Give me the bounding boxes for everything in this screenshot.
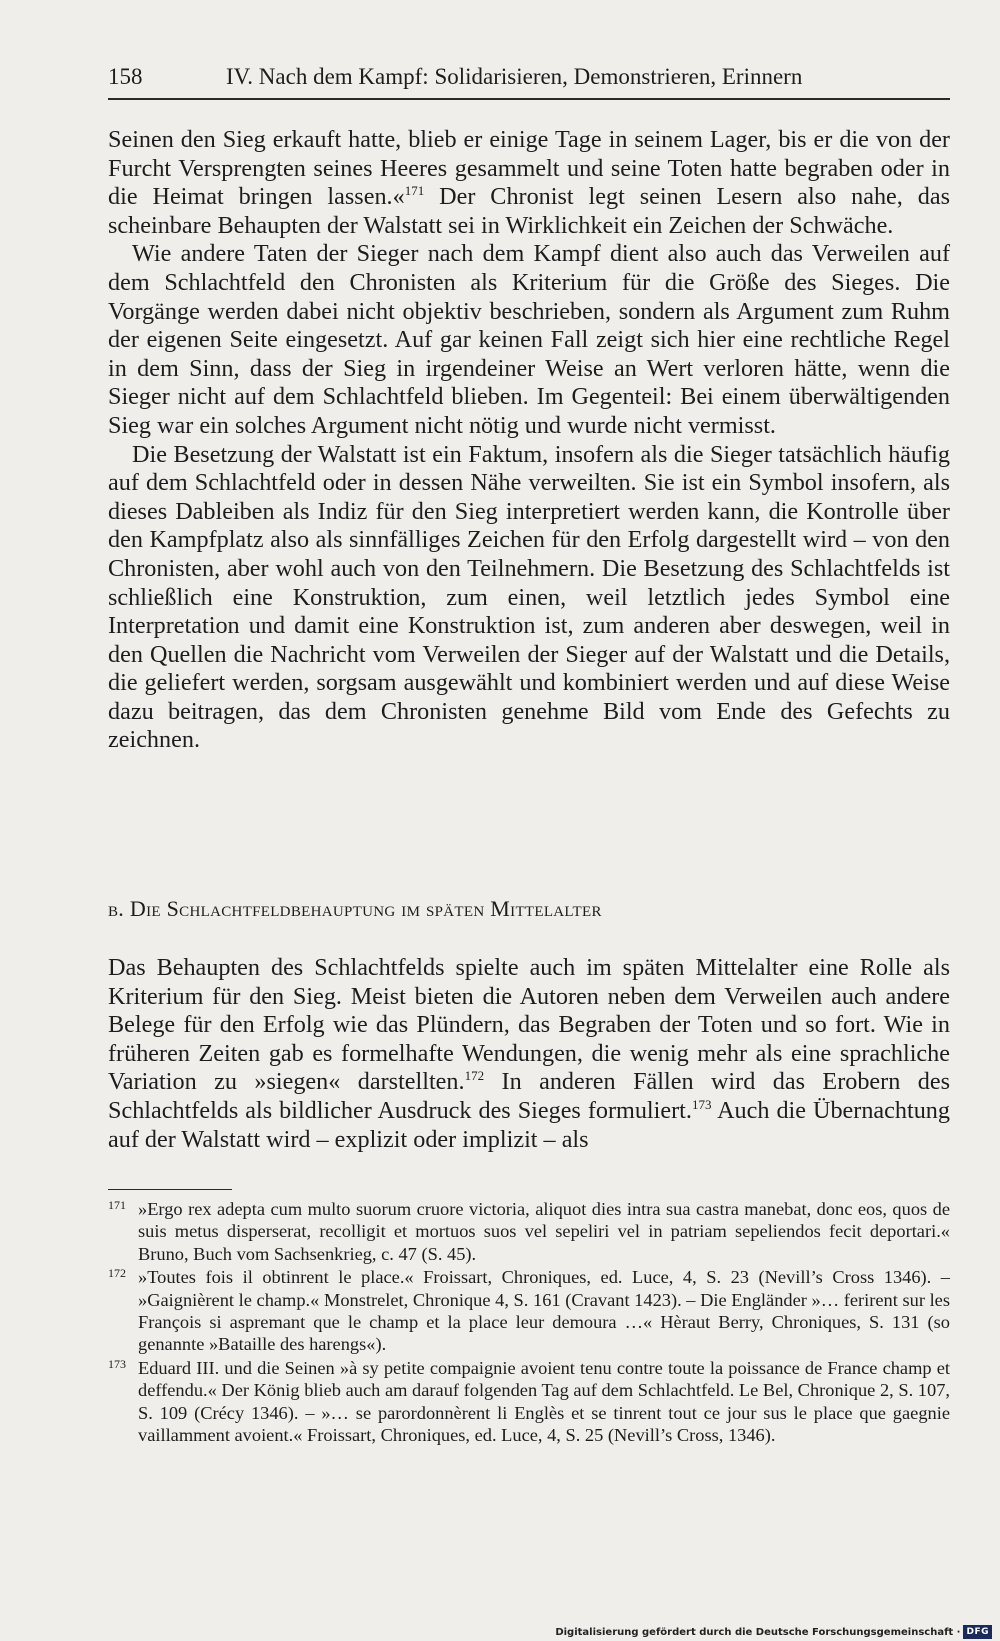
dfg-logo: DFG [963,1625,992,1639]
footnote-ref[interactable]: 171 [404,183,425,199]
footnote-rule [108,1189,232,1190]
paragraph: Die Besetzung der Walstatt ist ein Faktum, insofern als die Sieger tatsächlich häufig auf dem Schlachtfeld oder in dessen Nähe verweilten. Sie ist ein Symbol insofern, als dieses Dableiben als Indiz für den Sieg interpretiert werden kann, die Kontrolle über den Kampfplatz also als sinnfälliges Zeichen für den Erfolg dargestellt wird – von den Chronisten, aber wohl auch von den Teilnehmern. Die Besetzung des Schlachtfelds ist schließlich eine Konstruktion, zum einen, weil letztlich jedes Symbol eine Interpretation und damit eine Konstruktion ist, zum anderen aber deswegen, weil in den Quellen die Nachricht vom Verweilen der Sieger auf der Walstatt und die Details, die geliefert werden, sorgsam ausgewählt und kombiniert werden und auf diese Weise dazu beitragen, das dem Chronisten genehme Bild vom Ende des Gefechts zu zeichnen. [108,440,950,754]
digitization-footer [555,1625,992,1641]
section-heading: b. Die Schlachtfeldbehauptung im späten Mittelalter [108,896,602,921]
running-title: IV. Nach dem Kampf: Solidarisieren, Demonstrieren, Erinnern [226,64,803,89]
footnote-text: »Ergo rex adepta cum multo suorum cruore victoria, aliquot dies intra sua castra manebat, donc eos, quos de suis metus disperserat, recolligit et mortuos suos vel sepeliri vel in patriam sepeliendos fecit deportari.« Bruno, Buch vom Sachsenkrieg, c. 47 (S. 45). [138,1199,950,1264]
paragraph: Seinen den Sieg erkauft hatte, blieb er einige Tage in seinem Lager, bis er die von der Furcht Versprengten seines Heeres gesammelt und seine Toten hatte begraben oder in die Heimat bringen lassen.«$^{171}$ Der Chronist legt seinen Lesern also nahe, das scheinbare Behaupten der Walstatt sei in Wirklichkeit ein Zeichen der Schwäche. [108,126,950,239]
paragraph: Wie andere Taten der Sieger nach dem Kampf dient also auch das Verweilen auf dem Schlachtfeld den Chronisten als Kriterium für die Größe des Sieges. Die Vorgänge werden dabei nicht objektiv beschrieben, sondern als Argument zum Ruhm der eigenen Seite eingesetzt. Auf gar keinen Fall zeigt sich hier eine rechtliche Regel in dem Sinn, dass der Sieg in irgendeiner Weise an Wert verloren hätte, wenn die Sieger nicht auf dem Schlachtfeld blieben. Im Gegenteil: Bei einem überwältigenden Sieg war ein solches Argument nicht nötig und wurde nicht vermisst. [108,240,950,439]
page-number: 158 [108,64,143,89]
main-text-section-b [108,954,950,1154]
footnote-number: 173 [108,1356,126,1371]
footnote [108,1357,950,1447]
footnote-ref[interactable]: 172 [464,1068,485,1084]
header-rule [108,98,950,100]
running-header [108,62,950,94]
footnote-ref[interactable]: 173 [691,1096,712,1112]
footnote [108,1266,950,1356]
paragraph: Das Behaupten des Schlachtfelds spielte auch im späten Mittelalter eine Rolle als Kriterium für den Sieg. Meist bieten die Autoren neben dem Verweilen auch andere Belege für den Erfolg wie das Plündern, das Begraben der Toten und so fort. Wie in früheren Zeiten gab es formelhafte Wendungen, die wenig mehr als eine sprachliche Variation zu »siegen« darstellten.$^{172}$ In anderen Fällen wird das Erobern des Schlachtfelds als bildlicher Ausdruck des Sieges formuliert.$^{173}$ Auch die Übernachtung auf der Walstatt wird – explizit oder implizit – als [108,954,950,1153]
footnote [108,1198,950,1265]
footnote-number: 172 [108,1266,126,1281]
footnote-text: Eduard III. und die Seinen »à sy petite compaignie avoient tenu contre toute la poissance de France champ et deffendu.« Der König blieb auch am darauf folgenden Tag auf dem Schlachtfeld. Le Bel, Chronique 2, S. 107, S. 109 (Crécy 1346). – »… se parordonnèrent li Englès et se tinrent tout ce jour sus le place que gaegnie vaillamment avoient.« Froissart, Chroniques, ed. Luce, 4, S. 25 (Nevill’s Cross, 1346). [138,1357,950,1446]
footnotes [108,1198,950,1447]
footnote-text: »Toutes fois il obtinrent le place.« Froissart, Chroniques, ed. Luce, 4, S. 23 (Nevill’s Cross 1346). – »Gaignièrent le champ.« Monstrelet, Chronique 4, S. 161 (Cravant 1423). – Die Engländer »… ferirent sur les François si aspremant que le champ et la place leur demoura …« Hèraut Berry, Chroniques, S. 131 (so genannte »Bataille des harengs«). [138,1267,950,1355]
main-text-section-a [108,126,950,755]
footer-text: Digitalisierung gefördert durch die Deutsche Forschungsgemeinschaft · [555,1627,961,1638]
footnote-number: 171 [108,1198,126,1212]
